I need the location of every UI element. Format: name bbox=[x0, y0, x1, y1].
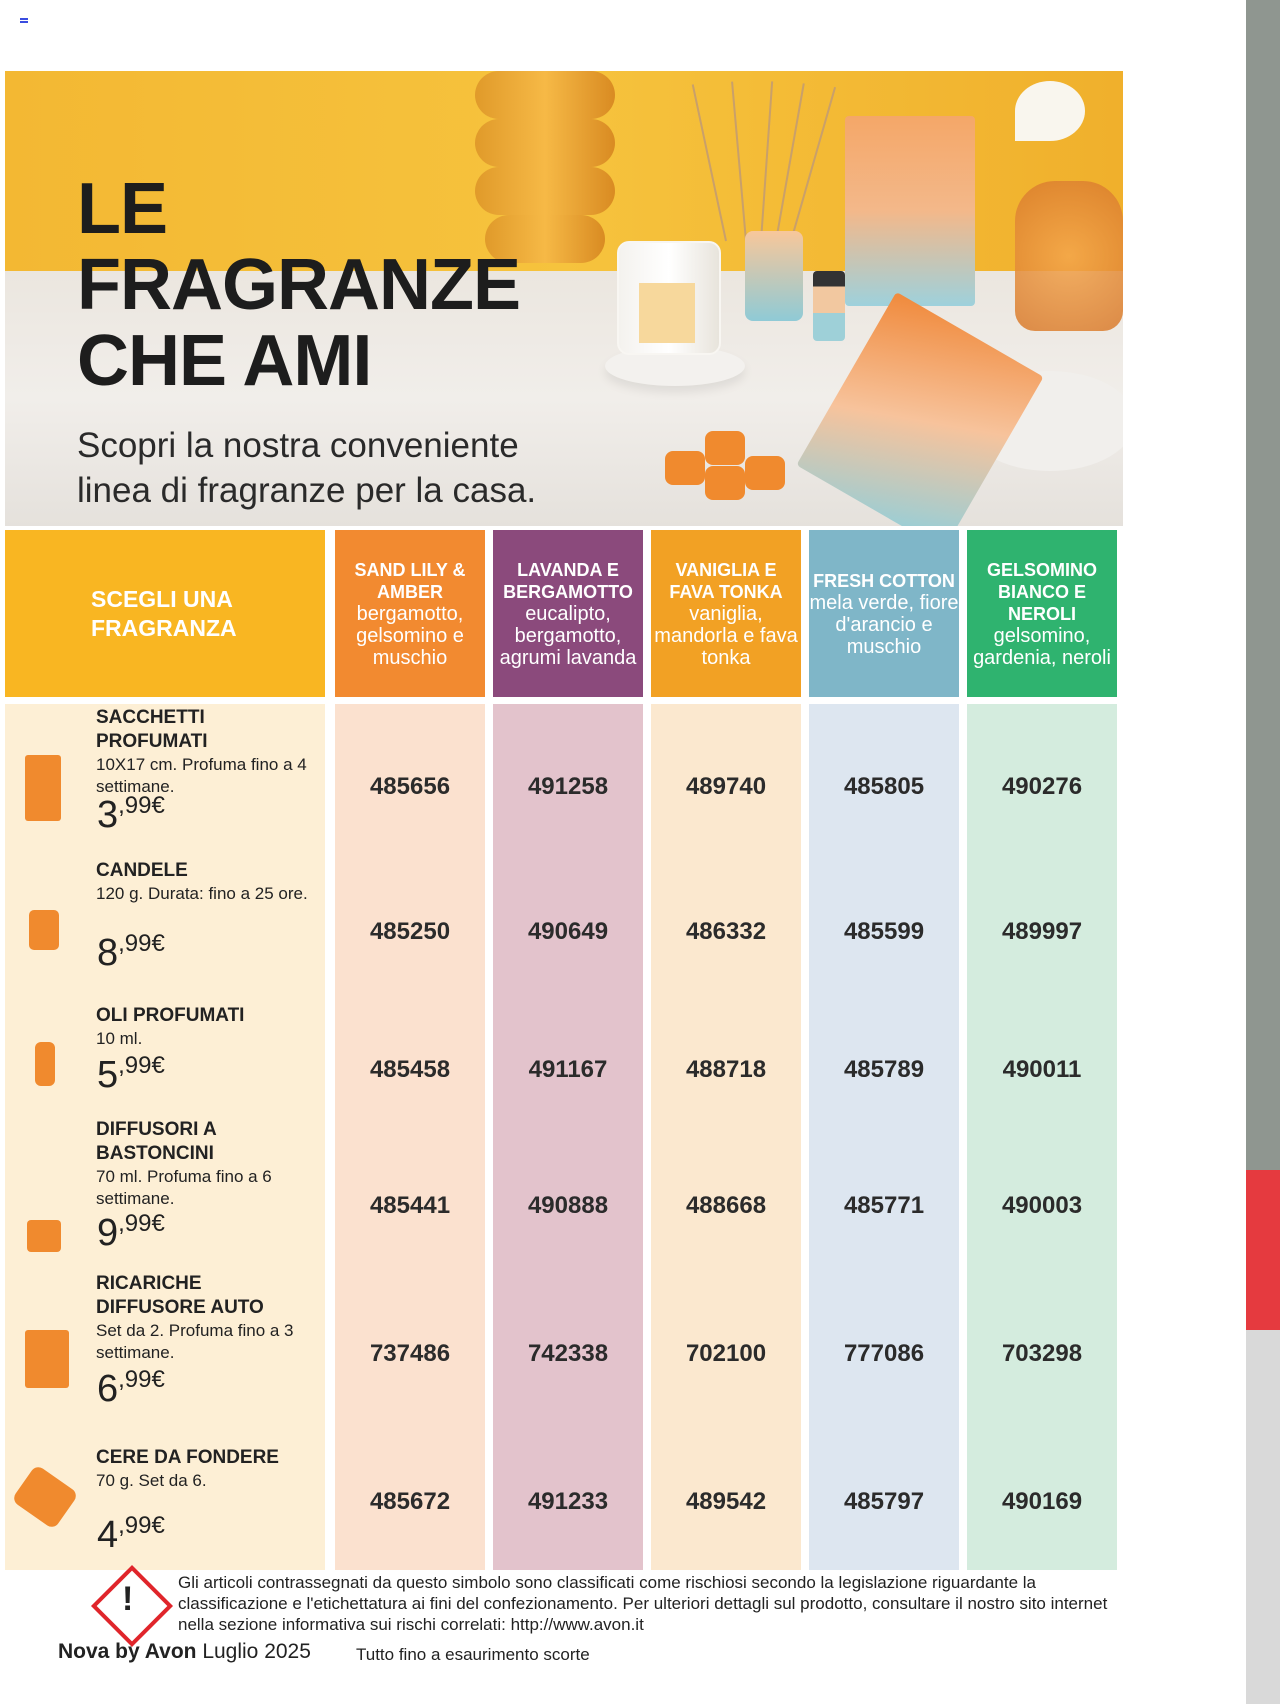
product-code: 490888 bbox=[527, 1192, 609, 1219]
fragrance-name: GELSOMINO BIANCO E NEROLI bbox=[986, 559, 1097, 624]
fragrance-name: FRESH COTTON bbox=[813, 570, 955, 591]
product-description: 70 g. Set da 6. bbox=[96, 1471, 207, 1490]
product-code: 491258 bbox=[527, 773, 609, 800]
hazard-exclamation: ! bbox=[122, 1580, 134, 1618]
product-code: 486332 bbox=[685, 918, 767, 945]
product-code: 485797 bbox=[843, 1488, 925, 1515]
product-code: 490649 bbox=[527, 918, 609, 945]
fragrance-column bbox=[335, 704, 485, 1570]
product-description: Set da 2. Profuma fino a 3 settimane. bbox=[96, 1321, 294, 1362]
choose-fragrance-header: SCEGLI UNA FRAGRANZA bbox=[5, 530, 325, 697]
product-code: 485805 bbox=[843, 773, 925, 800]
product-code: 485250 bbox=[369, 918, 451, 945]
oil-bottle-illustration bbox=[813, 271, 845, 341]
fragrance-name: SAND LILY & AMBER bbox=[354, 559, 466, 602]
product-code: 489740 bbox=[685, 773, 767, 800]
fragrance-name: VANIGLIA E FAVA TONKA bbox=[669, 559, 783, 602]
product-code: 485771 bbox=[843, 1192, 925, 1219]
menu-icon[interactable] bbox=[20, 18, 28, 25]
product-code: 491233 bbox=[527, 1488, 609, 1515]
stock-note: Tutto fino a esaurimento scorte bbox=[356, 1645, 590, 1664]
candle-illustration bbox=[617, 241, 721, 355]
product-name bbox=[96, 1446, 311, 1492]
product-description: 10 ml. bbox=[96, 1029, 143, 1048]
product-code: 490003 bbox=[1001, 1192, 1083, 1219]
side-red-tab bbox=[1246, 1170, 1280, 1330]
flower-vase-illustration bbox=[1015, 181, 1123, 331]
product-code: 488718 bbox=[685, 1056, 767, 1083]
product-title: CERE DA FONDERE bbox=[96, 1447, 279, 1468]
product-description: 70 ml. Profuma fino a 6 settimane. bbox=[96, 1167, 272, 1208]
product-code: 742338 bbox=[527, 1340, 609, 1367]
fragrance-notes: eucalipto, bergamotto, agrumi lavanda bbox=[499, 602, 637, 669]
product-code: 491167 bbox=[528, 1056, 608, 1083]
product-icon bbox=[25, 755, 61, 821]
product-price: $8^{,99€}$ bbox=[97, 930, 165, 974]
product-price: $3^{,99€}$ bbox=[97, 792, 165, 836]
fragrance-notes: mela verde, fiore d'arancio e muschio bbox=[809, 591, 959, 658]
hazard-notice: Gli articoli contrassegnati da questo simbolo sono classificati come rischiosi secondo la legislazione riguardante la classificazione e l'etichettatura ai fini del confezionamento. Per ulteriori dettagli sul prodotto, consultare il nostro sito internet nella sezione informativa sui rischi correlati: http://www.avon.it bbox=[178, 1573, 1108, 1634]
product-code: 485656 bbox=[369, 773, 451, 800]
fragrance-header bbox=[809, 530, 959, 697]
product-name bbox=[96, 1118, 311, 1210]
fragrance-column bbox=[809, 704, 959, 1570]
product-icon bbox=[29, 910, 59, 950]
brand-line: Nova by Avon Luglio 2025 bbox=[58, 1640, 311, 1663]
product-code: 490011 bbox=[1002, 1056, 1082, 1083]
product-description: 10X17 cm. Profuma fino a 4 settimane. bbox=[96, 755, 307, 796]
product-code: 485458 bbox=[369, 1056, 451, 1083]
product-name bbox=[96, 859, 311, 905]
product-code: 489542 bbox=[685, 1488, 767, 1515]
fragrance-table bbox=[5, 530, 1123, 1570]
product-code: 490169 bbox=[1001, 1488, 1083, 1515]
fragrance-notes: vaniglia, mandorla e fava tonka bbox=[654, 602, 798, 669]
product-code: 703298 bbox=[1001, 1340, 1083, 1367]
wax-melts-illustration bbox=[665, 421, 805, 501]
fragrance-notes: bergamotto, gelsomino e muschio bbox=[356, 602, 464, 669]
product-code: 777086 bbox=[843, 1340, 925, 1367]
product-code: 485672 bbox=[369, 1488, 451, 1515]
product-name bbox=[96, 706, 311, 798]
product-code: 489997 bbox=[1001, 918, 1083, 945]
product-title: SACCHETTI PROFUMATI bbox=[96, 707, 208, 752]
product-code: 702100 bbox=[685, 1340, 767, 1367]
product-code: 485441 bbox=[369, 1192, 451, 1219]
product-icon bbox=[25, 1330, 69, 1388]
product-icon bbox=[27, 1220, 61, 1252]
page-subtitle: Scopri la nostra conveniente linea di fragranze per la casa. bbox=[77, 426, 537, 510]
product-icon bbox=[35, 1042, 55, 1086]
sachet-illustration bbox=[845, 116, 975, 306]
product-title: DIFFUSORI A BASTONCINI bbox=[96, 1119, 216, 1164]
product-description: 120 g. Durata: fino a 25 ore. bbox=[96, 884, 308, 903]
product-price: $4^{,99€}$ bbox=[97, 1512, 165, 1556]
fragrance-header bbox=[493, 530, 643, 697]
product-title: CANDELE bbox=[96, 860, 188, 881]
product-name bbox=[96, 1272, 311, 1364]
fragrance-header bbox=[651, 530, 801, 697]
fragrance-name: LAVANDA E BERGAMOTTO bbox=[503, 559, 633, 602]
product-price: $6^{,99€}$ bbox=[97, 1366, 165, 1410]
product-title: OLI PROFUMATI bbox=[96, 1005, 245, 1026]
side-edge-lower bbox=[1246, 1330, 1280, 1704]
product-price: $5^{,99€}$ bbox=[97, 1052, 165, 1096]
fragrance-column bbox=[651, 704, 801, 1570]
fragrance-notes: gelsomino, gardenia, neroli bbox=[973, 624, 1111, 669]
product-code: 490276 bbox=[1001, 773, 1083, 800]
fragrance-column bbox=[493, 704, 643, 1570]
lily-flower-illustration bbox=[1015, 81, 1085, 141]
product-title: RICARICHE DIFFUSORE AUTO bbox=[96, 1273, 264, 1318]
product-code: 737486 bbox=[369, 1340, 451, 1367]
page-title: LE FRAGRANZE CHE AMI bbox=[77, 169, 520, 401]
product-code: 485789 bbox=[843, 1056, 925, 1083]
reed-sticks-illustration bbox=[705, 81, 815, 241]
hero-banner bbox=[5, 71, 1123, 526]
product-code: 488668 bbox=[685, 1192, 767, 1219]
product-price: $9^{,99€}$ bbox=[97, 1210, 165, 1254]
diffuser-bottle-illustration bbox=[745, 231, 803, 321]
product-code: 485599 bbox=[843, 918, 925, 945]
fragrance-column bbox=[967, 704, 1117, 1570]
fragrance-header bbox=[335, 530, 485, 697]
product-name bbox=[96, 1004, 311, 1050]
fragrance-header bbox=[967, 530, 1117, 697]
